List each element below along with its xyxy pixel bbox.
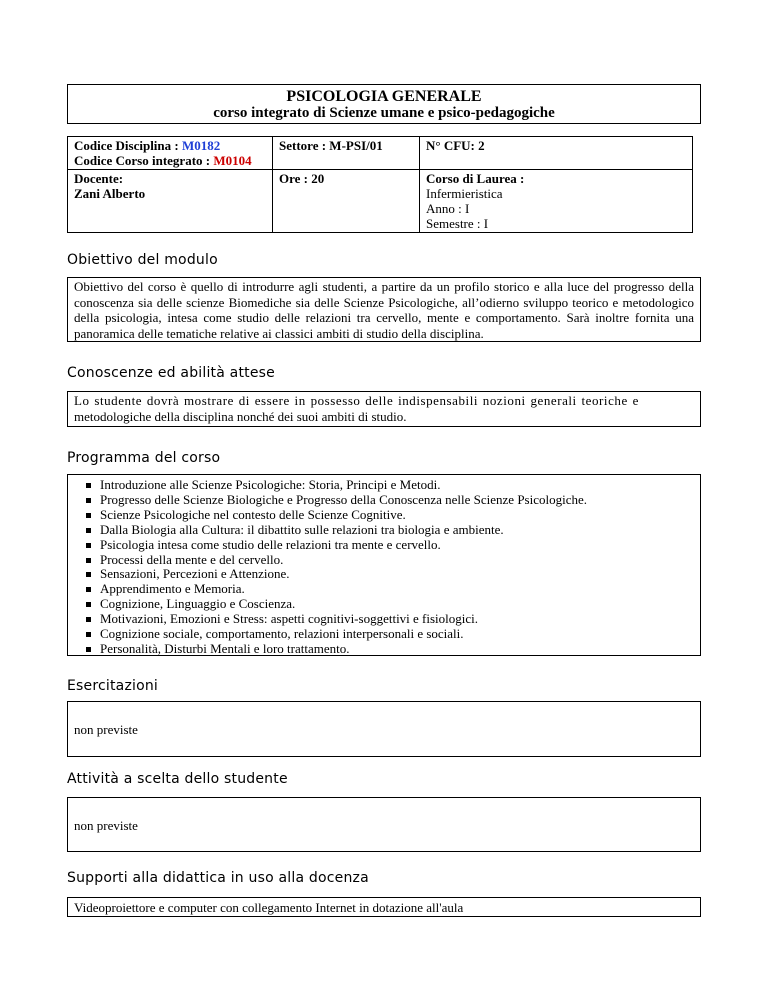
- ore-cell: Ore : 20: [273, 170, 420, 233]
- attivita-heading: Attività a scelta dello studente: [67, 771, 288, 787]
- course-info-table: [67, 136, 693, 233]
- list-item: Introduzione alle Scienze Psicologiche: Storia, Principi e Metodi.: [86, 478, 700, 493]
- codice-corso-value: M0104: [213, 153, 252, 168]
- list-item: Sensazioni, Percezioni e Attenzione.: [86, 567, 700, 582]
- attivita-box: [67, 797, 701, 852]
- semestre: Semestre : I: [426, 216, 489, 231]
- programma-box: [67, 474, 701, 656]
- esercitazioni-text: non previste: [74, 722, 138, 737]
- obiettivo-heading: Obiettivo del modulo: [67, 252, 218, 268]
- corso-laurea-label: Corso di Laurea :: [426, 171, 525, 186]
- docente-cell: [68, 170, 273, 233]
- cfu-cell: N° CFU: 2: [420, 137, 693, 170]
- codice-disciplina-value: M0182: [181, 138, 221, 153]
- list-item: Dalla Biologia alla Cultura: il dibattito sulle relazioni tra biologia e ambiente.: [86, 523, 700, 538]
- list-item: Psicologia intesa come studio delle relazioni tra mente e cervello.: [86, 538, 700, 553]
- conoscenze-text-line1: Lo studente dovrà mostrare di essere in possesso delle indispensabili nozioni generali teoriche e: [74, 393, 639, 408]
- list-item: Progresso delle Scienze Biologiche e Progresso della Conoscenza nelle Scienze Psicologiche.: [86, 493, 700, 508]
- attivita-text: non previste: [74, 818, 138, 833]
- codice-corso-label: Codice Corso integrato :: [74, 153, 214, 168]
- list-item: Personalità, Disturbi Mentali e loro trattamento.: [86, 642, 700, 657]
- conoscenze-box: [67, 391, 701, 427]
- obiettivo-text: Obiettivo del corso è quello di introdurre agli studenti, a partire da un profilo storico e alla luce del progresso della conoscenza sia delle scienze Biomediche sia delle Scienze Psicologiche, all’odierno sviluppo teorico e metodologico della psicologia, intesa come studio delle relazioni tra cervello, mente e comportamento. Sarà inoltre fornita una panoramica delle tematiche relative ai classici ambiti di studio della disciplina.: [74, 279, 694, 341]
- programma-heading: Programma del corso: [67, 450, 221, 466]
- corso-laurea-cell: [420, 170, 693, 233]
- supporti-text: Videoproiettore e computer con collegamento Internet in dotazione all'aula: [74, 900, 464, 915]
- supporti-heading: Supporti alla didattica in uso alla docenza: [67, 870, 369, 886]
- esercitazioni-heading: Esercitazioni: [67, 678, 159, 694]
- codice-disciplina: [74, 138, 267, 153]
- obiettivo-box: [67, 277, 701, 342]
- codice-corso: [74, 153, 267, 168]
- conoscenze-text-line2: metodologiche della disciplina nonché dei suoi ambiti di studio.: [74, 408, 407, 424]
- docente-name: Zani Alberto: [74, 186, 146, 201]
- codes-cell: [68, 137, 273, 170]
- docente-label: Docente:: [74, 171, 124, 186]
- settore-cell: Settore : M-PSI/01: [273, 137, 420, 170]
- conoscenze-heading: Conoscenze ed abilità attese: [67, 365, 275, 381]
- course-subtitle: corso integrato di Scienze umane e psico-pedagogiche: [213, 105, 555, 121]
- supporti-box: [67, 897, 701, 917]
- course-title-box: [67, 84, 701, 124]
- list-item: Cognizione sociale, comportamento, relazioni interpersonali e sociali.: [86, 627, 700, 642]
- list-item: Processi della mente e del cervello.: [86, 553, 700, 568]
- list-item: Motivazioni, Emozioni e Stress: aspetti cognitivi-soggettivi e fisiologici.: [86, 612, 700, 627]
- course-title: PSICOLOGIA GENERALE: [286, 88, 482, 105]
- programma-list: [68, 475, 700, 657]
- codice-disciplina-label: Codice Disciplina :: [74, 138, 182, 153]
- corso-laurea-value: Infermieristica: [426, 186, 503, 201]
- esercitazioni-box: [67, 701, 701, 757]
- list-item: Cognizione, Linguaggio e Coscienza.: [86, 597, 700, 612]
- list-item: Apprendimento e Memoria.: [86, 582, 700, 597]
- list-item: Scienze Psicologiche nel contesto delle Scienze Cognitive.: [86, 508, 700, 523]
- anno: Anno : I: [426, 201, 470, 216]
